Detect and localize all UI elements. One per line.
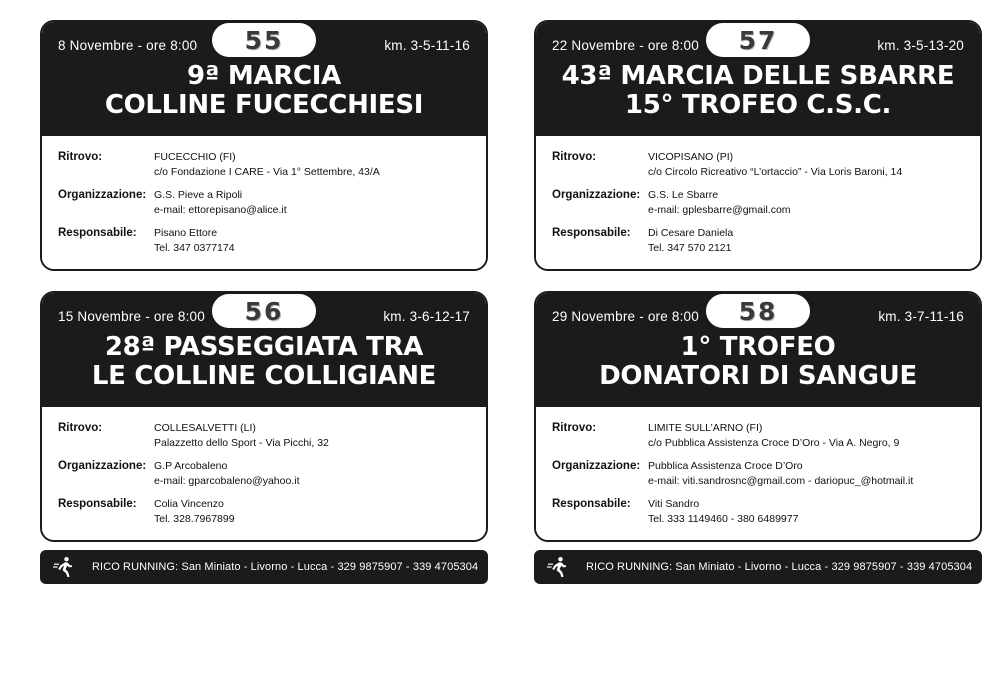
left-column (40, 0, 488, 584)
detail-row-organizzazione (58, 459, 470, 488)
detail-label: Organizzazione: (58, 189, 147, 202)
detail-row-responsabile (552, 497, 964, 526)
event-details (536, 407, 980, 540)
event-number-badge (209, 20, 319, 60)
event-number: 55 (244, 25, 284, 55)
event-title-line1: 1° TROFEO (680, 332, 836, 363)
detail-value-line: Tel. 328.7967899 (154, 512, 235, 525)
detail-value (648, 150, 902, 179)
running-man-icon (544, 554, 570, 580)
detail-value-line: COLLESALVETTI (LI) (154, 422, 256, 435)
footer-text: RICO RUNNING: San Miniato - Livorno - Lucca - 329 9875907 - 339 4705304 (92, 561, 479, 574)
detail-row-responsabile (552, 226, 964, 255)
detail-value-line: Tel. 347 570 2121 (648, 241, 732, 254)
footer-text: RICO RUNNING: San Miniato - Livorno - Lucca - 329 9875907 - 339 4705304 (586, 561, 973, 574)
detail-label: Responsabile: (58, 227, 137, 240)
event-number-badge (703, 291, 813, 331)
detail-row-ritrovo (552, 150, 964, 179)
event-card (534, 20, 982, 271)
detail-value-line: LIMITE SULL’ARNO (FI) (648, 422, 763, 435)
event-card (534, 291, 982, 542)
event-details (536, 136, 980, 269)
detail-value-line: c/o Fondazione I CARE - Via 1° Settembre, 43/A (154, 165, 380, 178)
event-title (58, 333, 470, 391)
event-date: 29 Novembre - ore 8:00 (552, 309, 699, 325)
detail-value-line: c/o Circolo Ricreativo “L’ortaccio” - Via Loris Baroni, 14 (648, 165, 903, 178)
sponsor-footer (534, 550, 982, 584)
detail-value-line: G.S. Le Sbarre (648, 189, 719, 202)
event-distance: km. 3-7-11-16 (878, 309, 964, 325)
detail-value-line: Tel. 347 0377174 (154, 241, 235, 254)
event-number: 58 (738, 296, 778, 326)
event-distance: km. 3-6-12-17 (383, 309, 470, 325)
detail-value (154, 497, 235, 526)
detail-value (154, 226, 235, 255)
event-title-line2: 15° TROFEO C.S.C. (624, 90, 892, 121)
detail-value (154, 150, 380, 179)
detail-label: Ritrovo: (552, 422, 597, 435)
detail-row-organizzazione (552, 188, 964, 217)
event-date: 15 Novembre - ore 8:00 (58, 309, 205, 325)
detail-row-ritrovo (552, 421, 964, 450)
detail-value-line: Viti Sandro (648, 498, 700, 511)
detail-value (648, 421, 899, 450)
detail-value-line: e-mail: viti.sandrosnc@gmail.com - dariopuc_@hotmail.it (648, 474, 914, 487)
event-title-line2: COLLINE FUCECCHIESI (104, 90, 424, 121)
event-date: 8 Novembre - ore 8:00 (58, 38, 198, 53)
detail-value-line: e-mail: gplesbarre@gmail.com (648, 203, 791, 216)
detail-value-line: FUCECCHIO (FI) (154, 151, 236, 164)
detail-row-responsabile (58, 226, 470, 255)
event-date: 22 Novembre - ore 8:00 (552, 38, 699, 53)
detail-value-line: Pubblica Assistenza Croce D’Oro (648, 460, 803, 473)
event-title-line1: 9ª MARCIA (187, 61, 341, 91)
event-title-line2: LE COLLINE COLLIGIANE (91, 361, 437, 392)
detail-value (648, 497, 798, 526)
detail-value (648, 226, 733, 255)
detail-row-responsabile (58, 497, 470, 526)
detail-value (154, 459, 300, 488)
detail-value-line: G.P Arcobaleno (154, 460, 228, 473)
event-title-line2: DONATORI DI SANGUE (599, 361, 917, 392)
detail-value-line: Pisano Ettore (154, 227, 218, 240)
event-details (42, 136, 486, 269)
event-distance: km. 3-5-13-20 (877, 38, 964, 53)
detail-value-line: e-mail: ettorepisano@alice.it (154, 203, 287, 216)
event-distance: km. 3-5-11-16 (384, 38, 470, 53)
detail-label: Responsabile: (552, 227, 631, 240)
detail-label: Organizzazione: (552, 189, 641, 202)
detail-value-line: Palazzetto dello Sport - Via Picchi, 32 (154, 436, 329, 449)
detail-label: Organizzazione: (552, 460, 641, 473)
detail-value-line: Di Cesare Daniela (648, 227, 734, 240)
event-title-line1: 43ª MARCIA DELLE SBARRE (561, 61, 955, 91)
event-card (40, 291, 488, 542)
event-title (58, 62, 470, 120)
right-column (534, 0, 982, 584)
event-title (552, 333, 964, 391)
event-details (42, 407, 486, 540)
detail-value-line: e-mail: gparcobaleno@yahoo.it (154, 474, 300, 487)
detail-row-organizzazione (552, 459, 964, 488)
detail-value-line: c/o Pubblica Assistenza Croce D’Oro - Via A. Negro, 9 (648, 436, 900, 449)
detail-row-ritrovo (58, 421, 470, 450)
detail-value-line: VICOPISANO (PI) (648, 151, 734, 164)
event-title (552, 62, 964, 120)
event-number: 57 (738, 25, 778, 55)
detail-value-line: Tel. 333 1149460 - 380 6489977 (648, 512, 799, 525)
running-man-icon (50, 554, 76, 580)
detail-label: Responsabile: (58, 498, 137, 511)
detail-value-line: Colia Vincenzo (154, 498, 224, 511)
detail-value (648, 188, 791, 217)
detail-value (648, 459, 913, 488)
detail-label: Ritrovo: (552, 151, 597, 164)
detail-label: Responsabile: (552, 498, 631, 511)
event-title-line1: 28ª PASSEGGIATA TRA (104, 332, 424, 363)
detail-value (154, 188, 287, 217)
detail-label: Ritrovo: (58, 422, 103, 435)
event-card (40, 20, 488, 271)
event-number-badge (209, 291, 319, 331)
detail-value-line: G.S. Pieve a Ripoli (154, 189, 243, 202)
detail-row-organizzazione (58, 188, 470, 217)
sponsor-footer (40, 550, 488, 584)
event-number: 56 (244, 296, 284, 326)
detail-value (154, 421, 329, 450)
detail-label: Organizzazione: (58, 460, 147, 473)
detail-row-ritrovo (58, 150, 470, 179)
event-number-badge (703, 20, 813, 60)
detail-label: Ritrovo: (58, 151, 103, 164)
